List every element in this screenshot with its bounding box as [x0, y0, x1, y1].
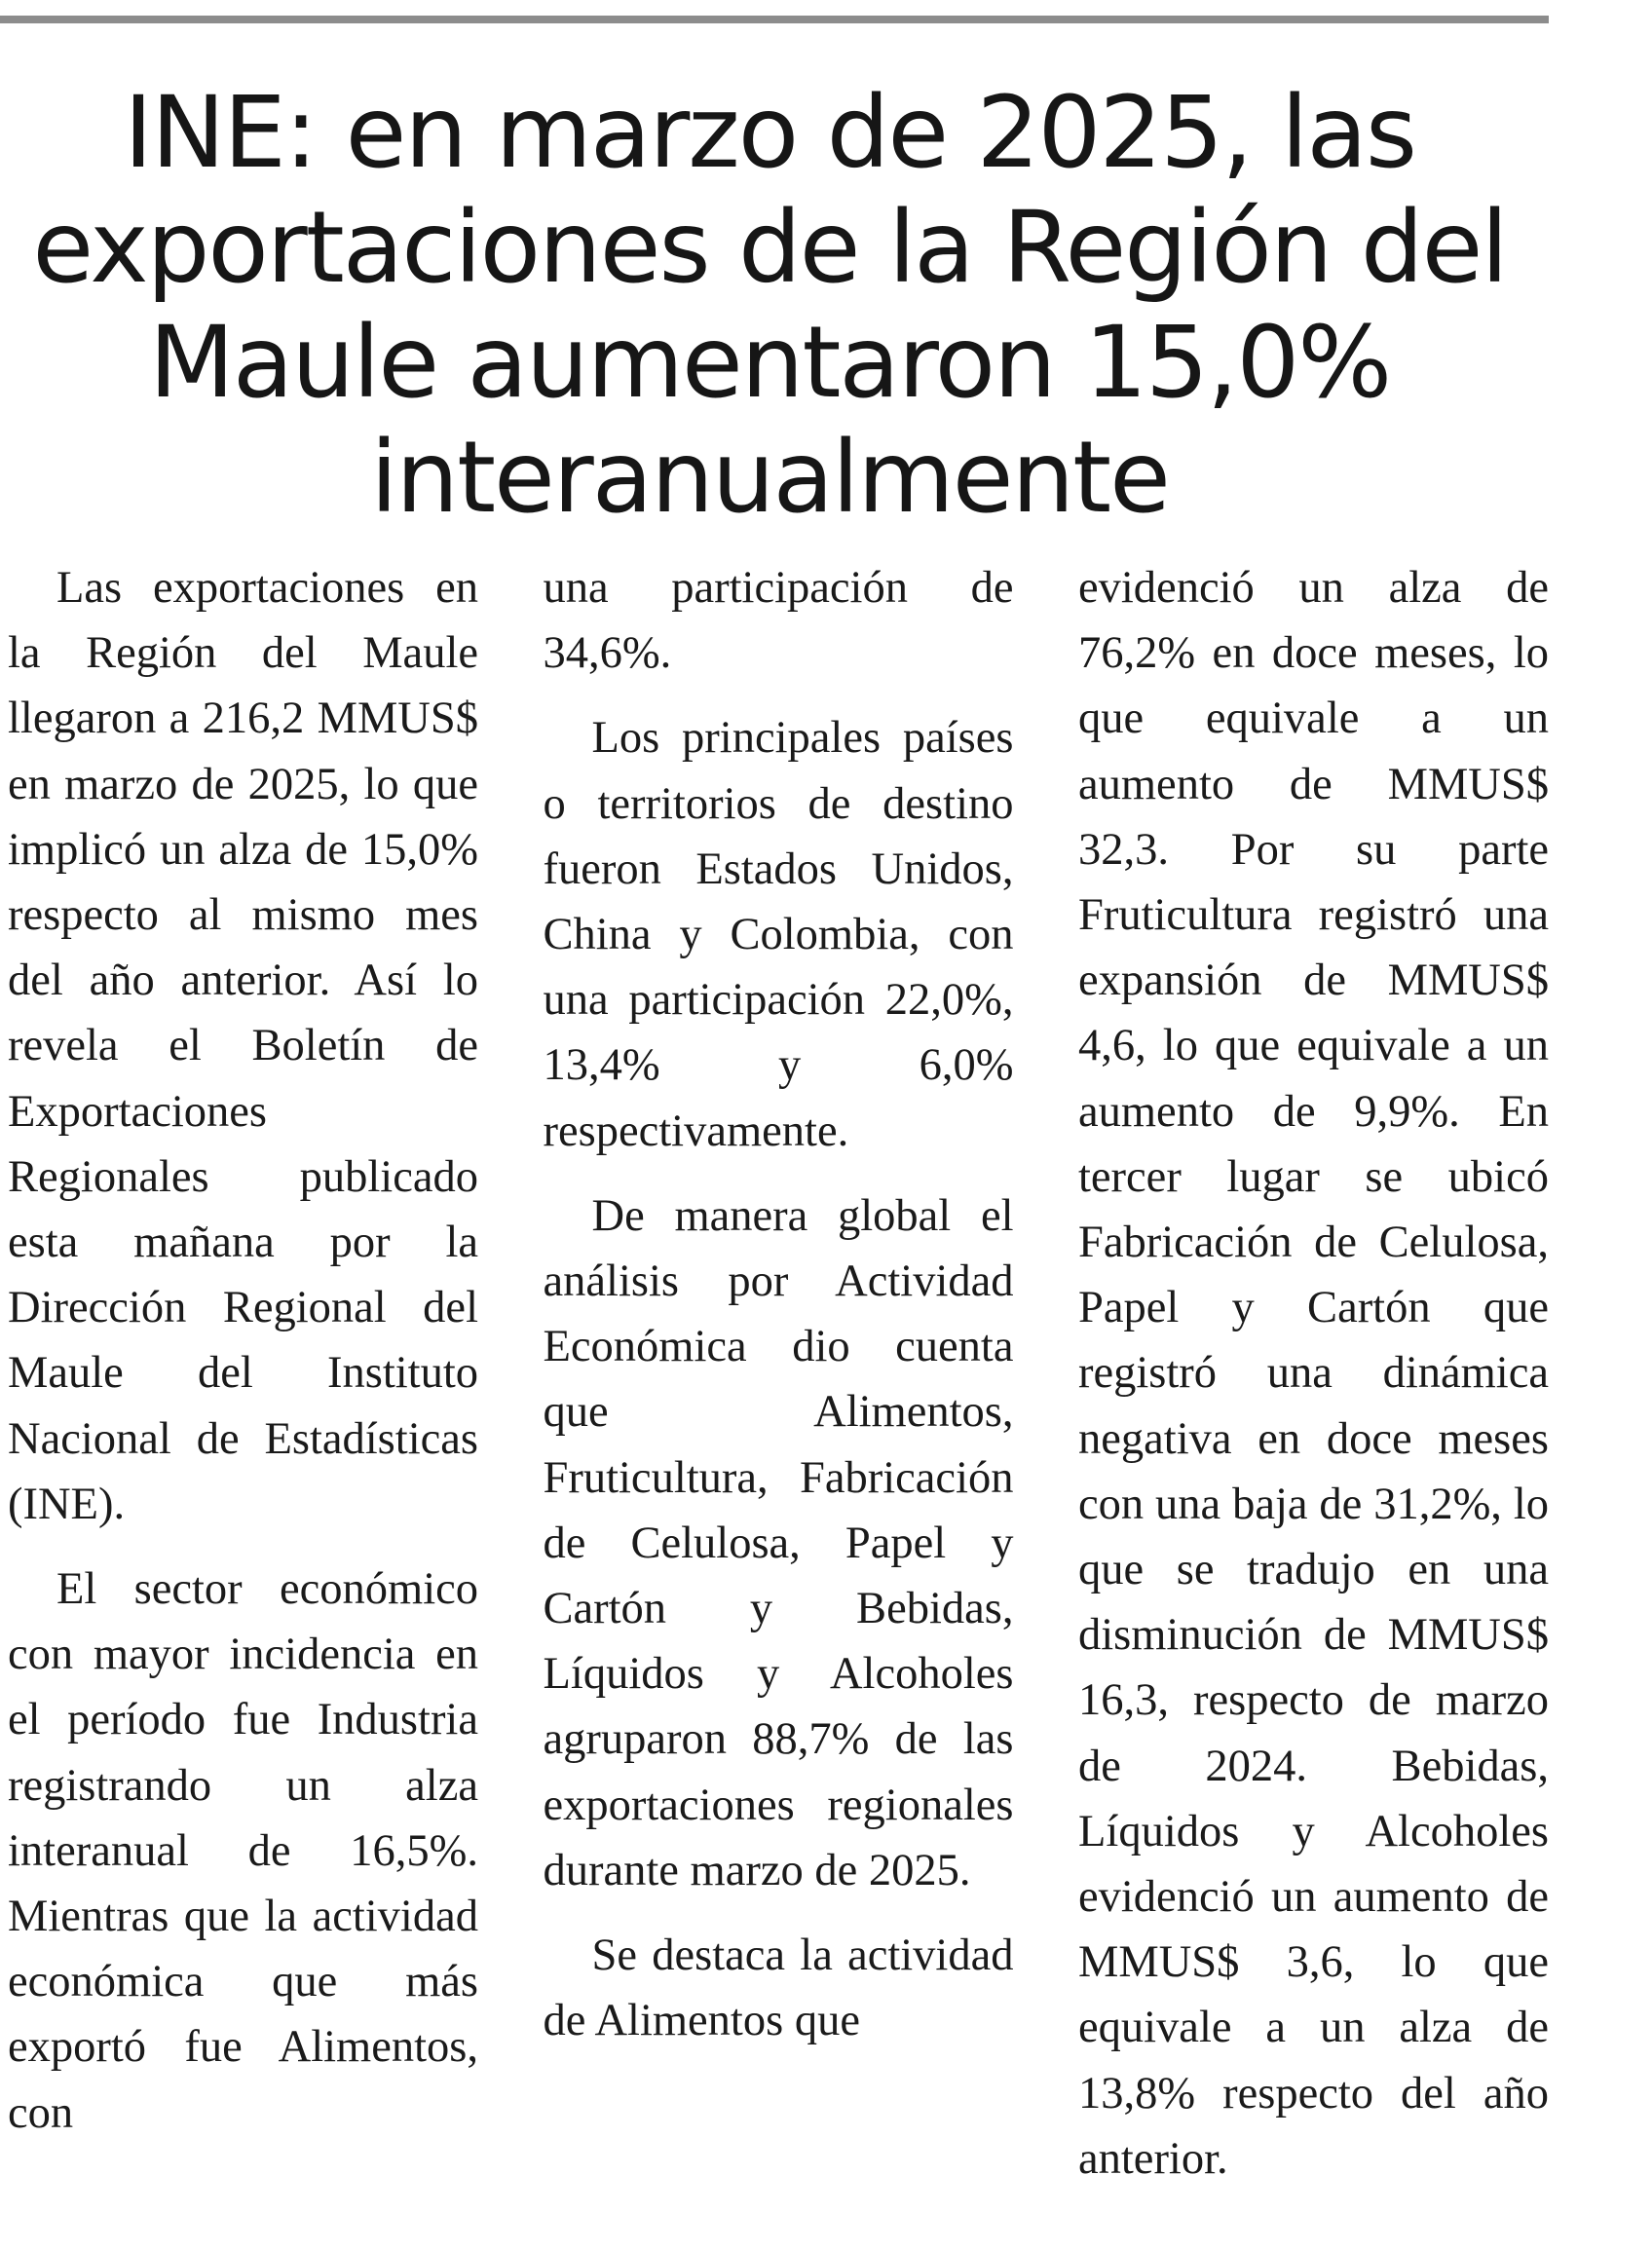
headline-line: interanualmente — [370, 420, 1169, 536]
headline-line: INE: en marzo de 2025, las — [124, 75, 1415, 191]
article-headline — [19, 76, 1520, 536]
paragraph: Los principales países o territorios de destino fueron Estados Unidos, China y Colombia, con una participación 22,0%, 13,4% y 6,0% respectivamente. — [543, 713, 1014, 1156]
headline-line: exportaciones de la Región del — [32, 190, 1507, 306]
column-1 — [8, 555, 478, 2211]
paragraph: De manera global el análisis por Actividad Económica dio cuenta que Alimentos, Fruticultura, Fabricación de Celulosa, Papel y Cartón y Bebidas, Líquidos y Alcoholes agruparon 88,7% de las exportaciones regionales durante marzo de 2025. — [543, 1190, 1014, 1895]
headline-line: Maule aumentaron 15,0% — [148, 305, 1391, 421]
paragraph: una participación de 34,6%. — [543, 563, 1014, 679]
column-2 — [544, 555, 1014, 2211]
article-body — [8, 555, 1549, 2211]
paragraph: Se destaca la actividad de Alimentos que — [543, 1931, 1014, 2046]
top-divider — [0, 16, 1549, 23]
paragraph: evidenció un alza de 76,2% en doce meses, lo que equivale a un aumento de MMUS$ 32,3. Por su parte Fruticultura registró una expansión de MMUS$ 4,6, lo que equivale a un aumento de 9,9%. En tercer lugar se ubicó Fabricación de Celulosa, Papel y Cartón que registró una dinámica negativa en doce meses con una baja de 31,2%, lo que se tradujo en una disminución de MMUS$ 16,3, respecto de marzo de 2024. Bebidas, Líquidos y Alcoholes evidenció un aumento de MMUS$ 3,6, lo que equivale a un alza de 13,8% respecto del año anterior. — [1078, 563, 1549, 2184]
paragraph: El sector económico con mayor incidencia en el período fue Industria registrando un alza interanual de 16,5%. Mientras que la actividad económica que más exportó fue Alimentos, con — [8, 1564, 478, 2138]
column-3 — [1078, 555, 1549, 2211]
paragraph: Las exportaciones en la Región del Maule llegaron a 216,2 MMUS$ en marzo de 2025, lo que implicó un alza de 15,0% respecto al mismo mes del año anterior. Así lo revela el Boletín de Exportaciones Regionales publicado esta mañana por la Dirección Regional del Maule del Instituto Nacional de Estadísticas (INE). — [8, 563, 478, 1529]
